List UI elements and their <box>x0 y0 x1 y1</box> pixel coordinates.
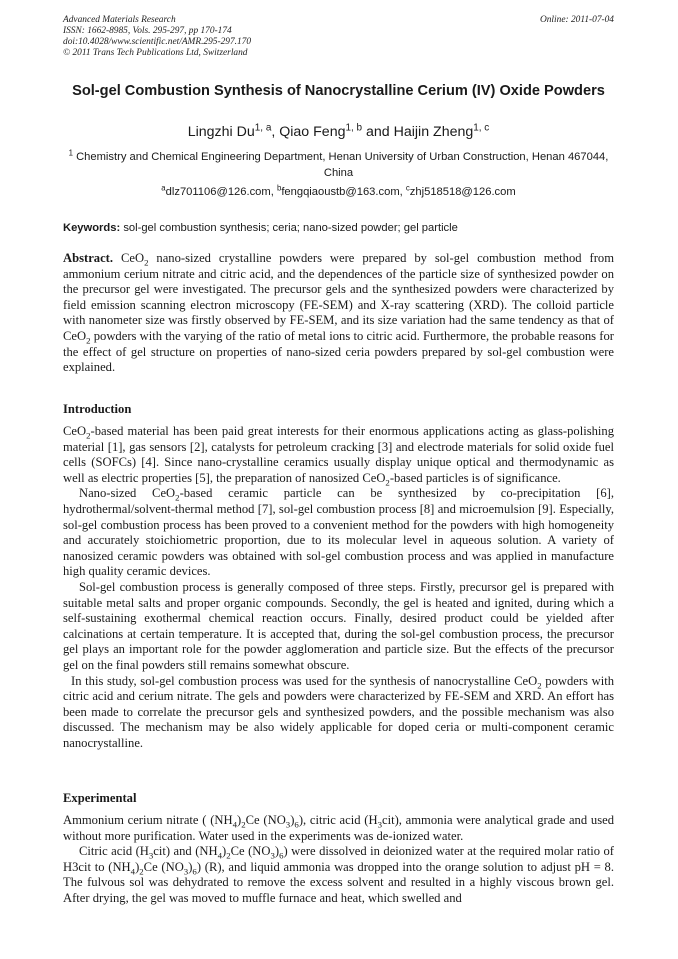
author-superscript: 1, a <box>254 122 272 134</box>
section-heading-experimental: Experimental <box>63 791 137 805</box>
author-list: Lingzhi Du$^{1, a}$, Qiao Feng$^{1, b}$ and Haijin Zheng$^{1, c}$ <box>187 122 490 140</box>
abstract-text: nano-sized crystalline powders were prepared by sol-gel combustion method from ammonium cerium nitrate and citric acid, and the dependences of the particle size of synthesized powder on the precursor gel were investigated. The precursor gels and the synthesized powders were characterized by field emission scanning electron microscopy (FE-SEM) and X-ray scattering (XRD). The colloid particle with nanometer size was firstly observed by FE-SEM, and its size variation had the same tendency as that of CeO <box>63 251 614 343</box>
email-marker: a <box>161 183 166 193</box>
author-name: Lingzhi Du <box>187 124 255 140</box>
issn-line: ISSN: 1662-8985, Vols. 295-297, pp 170-174 <box>63 26 232 36</box>
author-superscript: 1, c <box>473 122 490 134</box>
abstract-text: CeO <box>120 251 145 265</box>
keywords-text: sol-gel combustion synthesis; ceria; nano-sized powder; gel particle <box>123 222 458 234</box>
email-marker: b <box>276 183 282 193</box>
subscript: 2 <box>86 335 91 346</box>
abstract-text: powders with the varying of the ratio of metal ions to citric acid. Furthermore, the probable reasons for the effect of gel structure on properties of nano-sized ceria powders prepared by sol-gel combustion were explained. <box>63 328 614 375</box>
page-header <box>63 15 614 59</box>
online-date: Online: 2011-07-04 <box>539 15 614 25</box>
copyright-line: © 2011 Trans Tech Publications Ltd, Switzerland <box>63 48 248 58</box>
affiliation <box>63 149 614 181</box>
paragraph: In this study, sol-gel combustion process was used for the synthesis of nanocrystalline CeO$_2$ powders with citric acid and cerium nitrate. The gels and powders were characterized by FE-SEM and XRD. An effort has been made to correlate the precursor gels and synthesized powders, and the possible mechanism was also discussed. The mechanism may be also widely applicable for doped ceria or multi-component ceramic nanocrystalline. <box>63 673 614 750</box>
section-heading-introduction: Introduction <box>63 402 132 416</box>
keywords-label: Keywords: <box>63 222 121 234</box>
paragraph: Citric acid $(H_3cit)$ and $(NH_4)_2Ce$ $(NO_3)_6$) were dissolved in deionized water at the required molar ratio of H3cit to $(NH_4)_2Ce$ $(NO_3)_6$) (R), and liquid ammonia was dropped into the orange solution to adjust pH = 8. The fulvous sol was dehydrated to remove the excess solvent and resulted in a highly viscous brown gel. After drying, the gel was moved to muffle furnace and heat, which swelled and <box>63 844 614 905</box>
paper-title: Sol-gel Combustion Synthesis of Nanocrystalline Cerium (IV) Oxide Powders <box>72 83 605 99</box>
affiliation-number: 1 <box>68 148 73 158</box>
paragraph: Sol-gel combustion process is generally composed of three steps. Firstly, precursor gel is prepared with suitable metal salts and proper organic compounds. Secondly, the gel is heated and ignited, during which a self-sustaining exothermal chemical reaction occurs. Finally, desired product could be yielded after calcinations at certain temperature. It is accepted that, during the sol-gel combustion process, the precursor gel plays an important role for the powder agglomeration and particle size. But the effects of the precursor gel on the final powders still remains somewhat obscure. <box>63 579 614 672</box>
keywords <box>63 220 614 236</box>
affiliation-text: Chemistry and Chemical Engineering Department, Henan University of Urban Construction, Henan 467044, China <box>76 151 609 179</box>
abstract-label: Abstract. <box>63 251 114 265</box>
journal-name: Advanced Materials Research <box>63 15 176 25</box>
introduction-body <box>63 424 614 751</box>
author-name: Haijin Zheng <box>393 124 474 140</box>
paragraph: Nano-sized CeO$_2$-based ceramic particle can be synthesized by co-precipitation [6], hydrothermal/solvent-thermal method [7], sol-gel combustion process [8] and microemulsion [9]. Especially, sol-gel combustion process has been proved to a convenient method for the powders with high homogeneity and accurately stoichiometric proportion, due to its molecular level in aqueous solution. A variety of nanosized ceramic powders was obtained with sol-gel combustion process and was applied in manufacture high quality ceramic devices. <box>63 486 614 579</box>
paragraph: Ammonium cerium nitrate ( $(NH_4)_2Ce$ $(NO_3)_6$), citric acid $(H_3cit)$, ammonia were analytical grade and used without more purification. Water used in the experiments was de-ionized water. <box>63 813 614 843</box>
subscript: 2 <box>144 257 149 268</box>
doi-line: doi:10.4028/www.scientific.net/AMR.295-297.170 <box>63 37 252 47</box>
paragraph: CeO$_2$-based material has been paid great interests for their enormous applications acting as glass-polishing material [1], gas sensors [2], catalysts for petroleum cracking [3] and electrode materials for solid oxide fuel cells (SOFCs) [4]. Since nano-crystalline ceramics usually display unique optical and thermodynamic as well as electric properties [5], the preparation of nanosized CeO$_2$-based particles is of significance. <box>63 424 614 488</box>
email-list: $^a$dlz701106@126.com, $^b$fengqiaoustb@163.com, $^c$zhj518518@126.com <box>161 183 516 198</box>
experimental-body <box>63 813 614 907</box>
email-link[interactable]: zhj518518@126.com <box>409 186 516 198</box>
author-name: Qiao Feng <box>279 124 346 140</box>
email-link[interactable]: fengqiaoustb@163.com <box>281 186 400 198</box>
email-link[interactable]: dlz701106@126.com <box>165 186 271 198</box>
author-superscript: 1, b <box>345 122 363 134</box>
abstract <box>63 251 614 376</box>
email-marker: c <box>405 183 410 193</box>
